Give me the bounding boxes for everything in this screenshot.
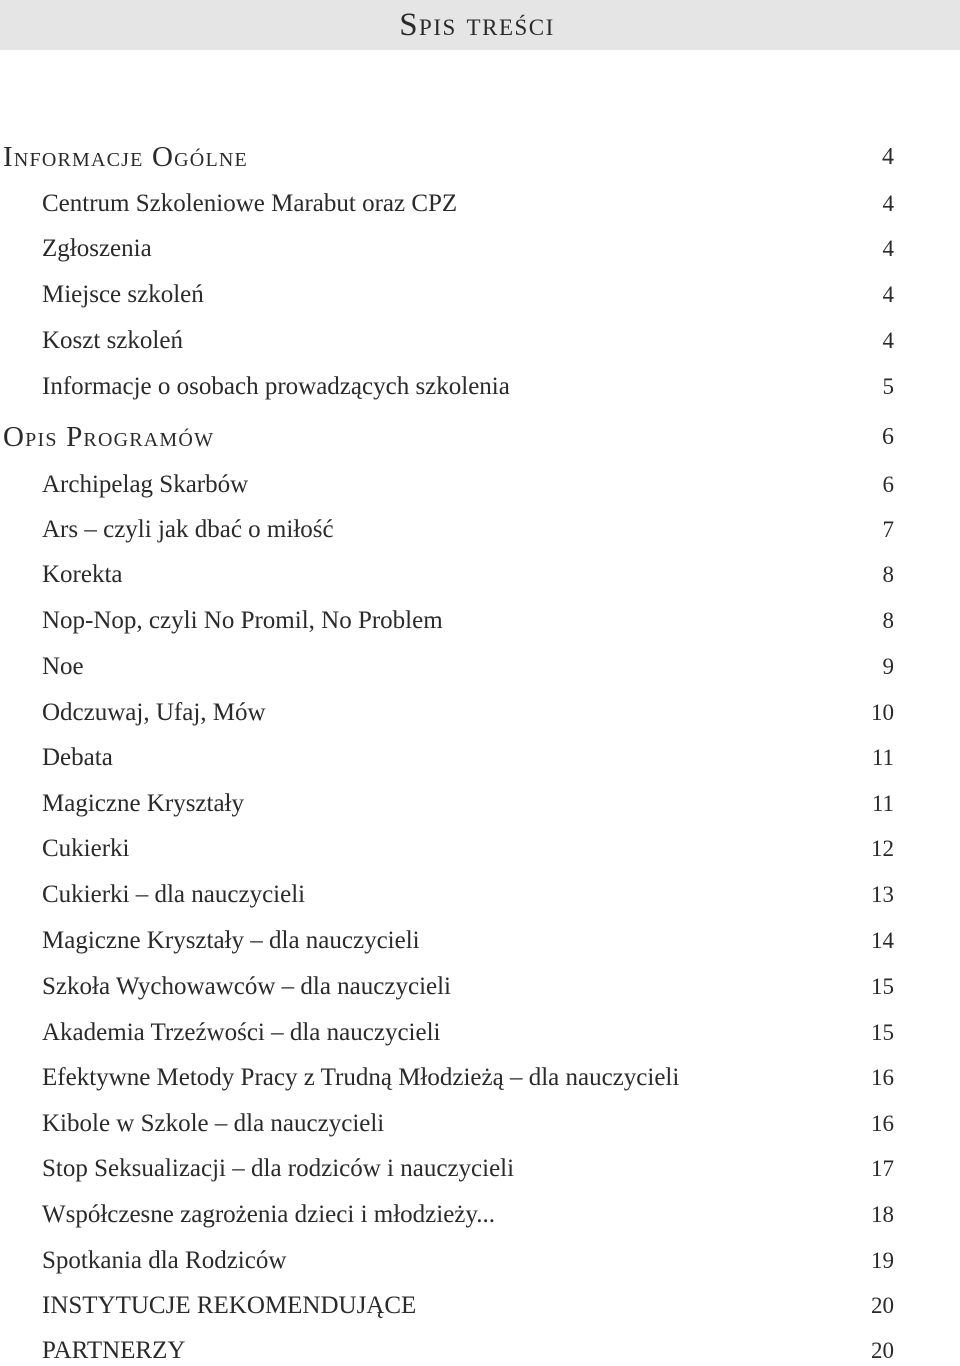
toc-entry (0, 270, 960, 310)
toc-entry (0, 1281, 960, 1321)
toc-page-number: 19 (871, 1248, 894, 1273)
toc-entry (0, 779, 960, 819)
toc-entry-label: Kibole w Szkole – dla nauczycieli (42, 1110, 385, 1137)
toc-entry-label: Odczuwaj, Ufaj, Mów (42, 699, 266, 726)
toc-entry-label: Miejsce szkoleń (42, 281, 204, 308)
toc-entry-label: Korekta (42, 561, 123, 588)
toc-page-number: 8 (882, 562, 894, 587)
toc-entry (0, 1236, 960, 1276)
toc-page-number: 6 (882, 424, 894, 450)
toc-section-heading (0, 412, 960, 452)
toc-entry-label: Informacje Ogólne (3, 141, 248, 173)
toc-entry-label: Noe (42, 653, 84, 680)
toc-section-heading (0, 132, 960, 172)
toc-entry-label: Archipelag Skarbów (42, 471, 249, 498)
toc-entry-label: Zgłoszenia (42, 235, 152, 262)
toc-entry-label: Nop-Nop, czyli No Promil, No Problem (42, 607, 443, 634)
toc-entry-label: Akademia Trzeźwości – dla nauczycieli (42, 1019, 441, 1046)
toc-page-number: 4 (882, 282, 894, 307)
toc-entry (0, 316, 960, 356)
toc-page-number: 16 (871, 1111, 894, 1136)
toc-entry (0, 362, 960, 402)
toc-entry-label: Współczesne zagrożenia dzieci i młodzieży... (42, 1201, 496, 1228)
toc-entry-label: Magiczne Kryształy – dla nauczycieli (42, 927, 420, 954)
toc-entry-label: INSTYTUCJE REKOMENDUJĄCE (42, 1292, 417, 1319)
toc-page-number: 13 (871, 882, 894, 907)
toc-page-number: 16 (871, 1065, 894, 1090)
page-title: Spis treści (399, 6, 555, 43)
toc-entry (0, 550, 960, 590)
toc-entry (0, 596, 960, 636)
toc-page-number: 4 (882, 144, 894, 170)
toc-entry-label: Stop Seksualizacji – dla rodziców i nauczycieli (42, 1155, 515, 1182)
toc-page-number: 17 (871, 1156, 894, 1181)
toc-entry (0, 962, 960, 1002)
toc-page-number: 8 (882, 608, 894, 633)
toc-entry-label: Magiczne Kryształy (42, 790, 245, 817)
toc-entry-label: Szkoła Wychowawców – dla nauczycieli (42, 973, 451, 1000)
toc-entry (0, 824, 960, 864)
toc-page-number: 15 (871, 974, 894, 999)
toc-entry (0, 642, 960, 682)
toc-entry-label: Efektywne Metody Pracy z Trudną Młodzieżą – dla nauczycieli (42, 1064, 680, 1091)
toc-entry-label: Informacje o osobach prowadzących szkolenia (42, 373, 510, 400)
toc-page-number: 15 (871, 1020, 894, 1045)
toc-entry (0, 505, 960, 545)
toc-page-number: 9 (882, 654, 894, 679)
toc-page-number: 4 (882, 191, 894, 216)
toc-page-number: 6 (882, 472, 894, 497)
toc-entry-label: Cukierki – dla nauczycieli (42, 881, 306, 908)
toc-entry (0, 1008, 960, 1048)
toc-entry-label: Centrum Szkoleniowe Marabut oraz CPZ (42, 190, 458, 217)
toc-entry-label: Spotkania dla Rodziców (42, 1247, 287, 1274)
toc-entry-label: Opis Programów (3, 421, 215, 453)
toc-entry (0, 179, 960, 219)
toc-page-number: 20 (871, 1293, 894, 1318)
toc-entry-label: PARTNERZY (42, 1337, 186, 1364)
toc-entry (0, 460, 960, 500)
toc-page-number: 18 (871, 1202, 894, 1227)
toc-entry-label: Debata (42, 744, 113, 771)
toc-entry (0, 733, 960, 773)
toc-entry (0, 1326, 960, 1366)
toc-entry (0, 916, 960, 956)
toc-page-number: 12 (871, 836, 894, 861)
toc-entry (0, 1053, 960, 1093)
toc-entry (0, 870, 960, 910)
toc-entry-label: Koszt szkoleń (42, 327, 183, 354)
toc-page-number: 4 (882, 236, 894, 261)
toc-page-number: 4 (882, 328, 894, 353)
toc-page-number: 10 (871, 700, 894, 725)
toc-entry (0, 1190, 960, 1230)
toc-entry-label: Cukierki (42, 835, 130, 862)
toc-page-number: 7 (882, 517, 894, 542)
toc-entry (0, 1099, 960, 1139)
toc-page-number: 11 (871, 791, 894, 816)
toc-page-number: 5 (882, 374, 894, 399)
toc-page-number: 11 (871, 745, 894, 770)
toc-entry (0, 688, 960, 728)
toc-entry-label: Ars – czyli jak dbać o miłość (42, 516, 334, 543)
toc-page-number: 20 (871, 1338, 894, 1363)
toc-entry (0, 1144, 960, 1184)
toc-entry (0, 224, 960, 264)
toc-page-number: 14 (871, 928, 894, 953)
